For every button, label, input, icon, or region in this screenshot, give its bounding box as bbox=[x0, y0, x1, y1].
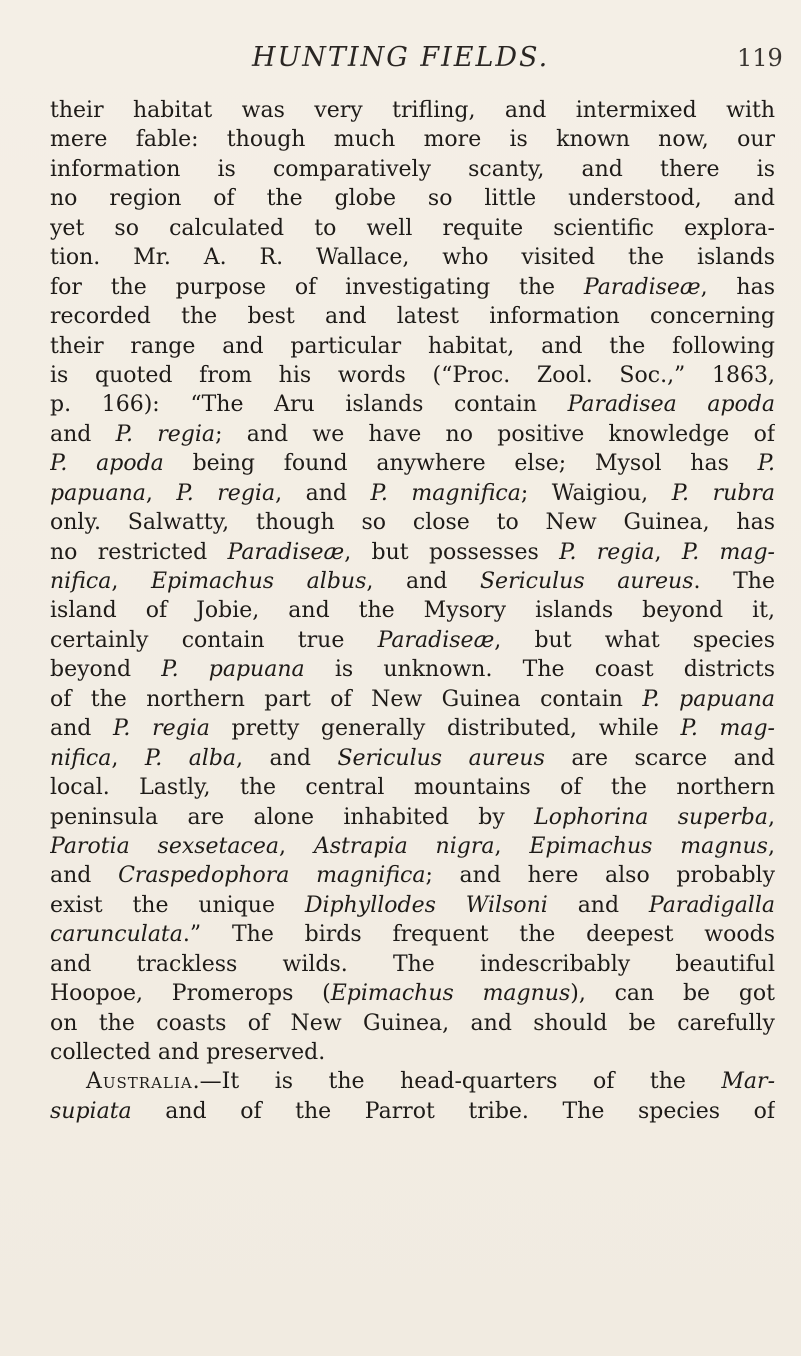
text-line: certainly contain true Paradiseæ, but what species bbox=[50, 627, 775, 653]
text-line: papuana, P. regia, and P. magnifica; Waigiou, P. rubra bbox=[50, 480, 775, 506]
text-line: on the coasts of New Guinea, and should be carefully bbox=[50, 1010, 775, 1036]
text-line: of the northern part of New Guinea contain P. papuana bbox=[50, 686, 775, 712]
text-line: exist the unique Diphyllodes Wilsoni and Paradigalla bbox=[50, 892, 775, 918]
text-line: p. 166): “The Aru islands contain Paradisea apoda bbox=[50, 392, 775, 418]
text-line: carunculata.” The birds frequent the deepest woods bbox=[50, 922, 775, 948]
text-line: no region of the globe so little understood, and bbox=[50, 186, 775, 212]
running-head: HUNTING FIELDS. bbox=[252, 42, 550, 73]
text-line: island of Jobie, and the Mysory islands beyond it, bbox=[50, 598, 775, 624]
text-line: mere fable: though much more is known now, our bbox=[50, 127, 775, 153]
text-line: and Craspedophora magnifica; and here also probably bbox=[50, 863, 775, 889]
page-number: 119 bbox=[737, 44, 783, 72]
text-line: beyond P. papuana is unknown. The coast districts bbox=[50, 657, 775, 683]
text-line: local. Lastly, the central mountains of the northern bbox=[50, 775, 775, 801]
text-line: collected and preserved. bbox=[50, 1040, 326, 1065]
text-line: and P. regia pretty generally distributed, while P. mag- bbox=[50, 716, 775, 742]
text-line: only. Salwatty, though so close to New Guinea, has bbox=[50, 510, 775, 536]
text-line: nifica, Epimachus albus, and Sericulus aureus. The bbox=[50, 569, 775, 594]
text-line: for the purpose of investigating the Paradiseæ, has bbox=[50, 274, 775, 300]
text-line: tion. Mr. A. R. Wallace, who visited the islands bbox=[50, 245, 775, 271]
text-line: yet so calculated to well requite scientific explora- bbox=[50, 215, 775, 241]
text-line: information is comparatively scanty, and there is bbox=[50, 156, 775, 182]
text-line: supiata and of the Parrot tribe. The species of bbox=[50, 1098, 775, 1124]
text-line: is quoted from his words (“Proc. Zool. Soc.,” 1863, bbox=[50, 362, 775, 388]
text-line: P. apoda being found anywhere else; Mysol has P. bbox=[50, 451, 775, 477]
text-line: and P. regia; and we have no positive knowledge of bbox=[50, 421, 775, 447]
text-line: peninsula are alone inhabited by Lophorina superba, bbox=[50, 804, 775, 830]
text-line: Parotia sexsetacea, Astrapia nigra, Epimachus magnus, bbox=[50, 833, 775, 859]
text-line: their habitat was very trifling, and intermixed with bbox=[50, 98, 775, 123]
text-line: and trackless wilds. The indescribably beautiful bbox=[50, 951, 775, 977]
body-text bbox=[50, 96, 775, 1126]
text-line: recorded the best and latest information concerning bbox=[50, 304, 775, 330]
text-line: Australia.—It is the head-quarters of the Mar- bbox=[86, 1069, 775, 1095]
text-line: their range and particular habitat, and the following bbox=[50, 333, 775, 359]
text-line: nifica, P. alba, and Sericulus aureus are scarce and bbox=[50, 745, 775, 771]
text-line: no restricted Paradiseæ, but possesses P. regia, P. mag- bbox=[50, 539, 775, 565]
page-header bbox=[0, 42, 801, 82]
text-line: Hoopoe, Promerops (Epimachus magnus), can be got bbox=[50, 981, 775, 1007]
